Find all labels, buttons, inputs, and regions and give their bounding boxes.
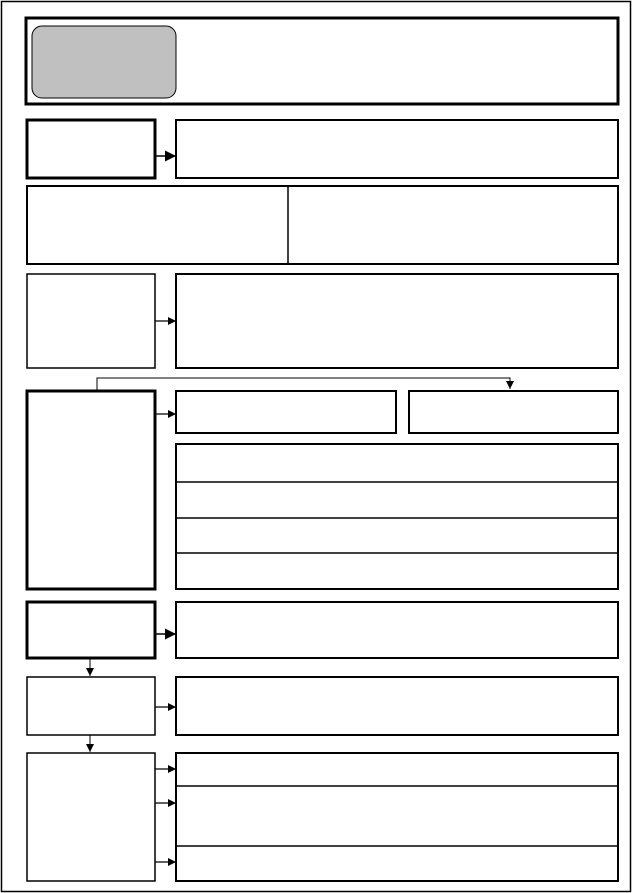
row4-line-1 <box>182 450 612 478</box>
row3-label <box>32 280 150 362</box>
row6-label <box>32 683 150 729</box>
row4-top-right-text <box>415 396 612 428</box>
row6-content <box>182 683 612 729</box>
row1-label <box>32 126 150 172</box>
row7-line-3 <box>182 851 612 877</box>
row4-line-3 <box>182 523 612 549</box>
row4-label <box>32 397 150 583</box>
row7-label <box>32 759 150 875</box>
row2-left-text <box>32 192 282 258</box>
row5-label <box>32 608 150 652</box>
row4-top-left-text <box>182 396 390 428</box>
row7-line-2 <box>182 791 612 841</box>
row4-line-2 <box>182 487 612 513</box>
row4-top-connector <box>97 378 510 391</box>
row4-line-4 <box>182 558 612 584</box>
row7-line-1 <box>182 758 612 782</box>
diagram-title <box>190 30 610 90</box>
row3-content <box>182 280 612 362</box>
logo-text <box>36 30 172 94</box>
row5-content <box>182 608 612 652</box>
row2-right-text <box>294 192 612 258</box>
row1-content <box>182 126 612 172</box>
